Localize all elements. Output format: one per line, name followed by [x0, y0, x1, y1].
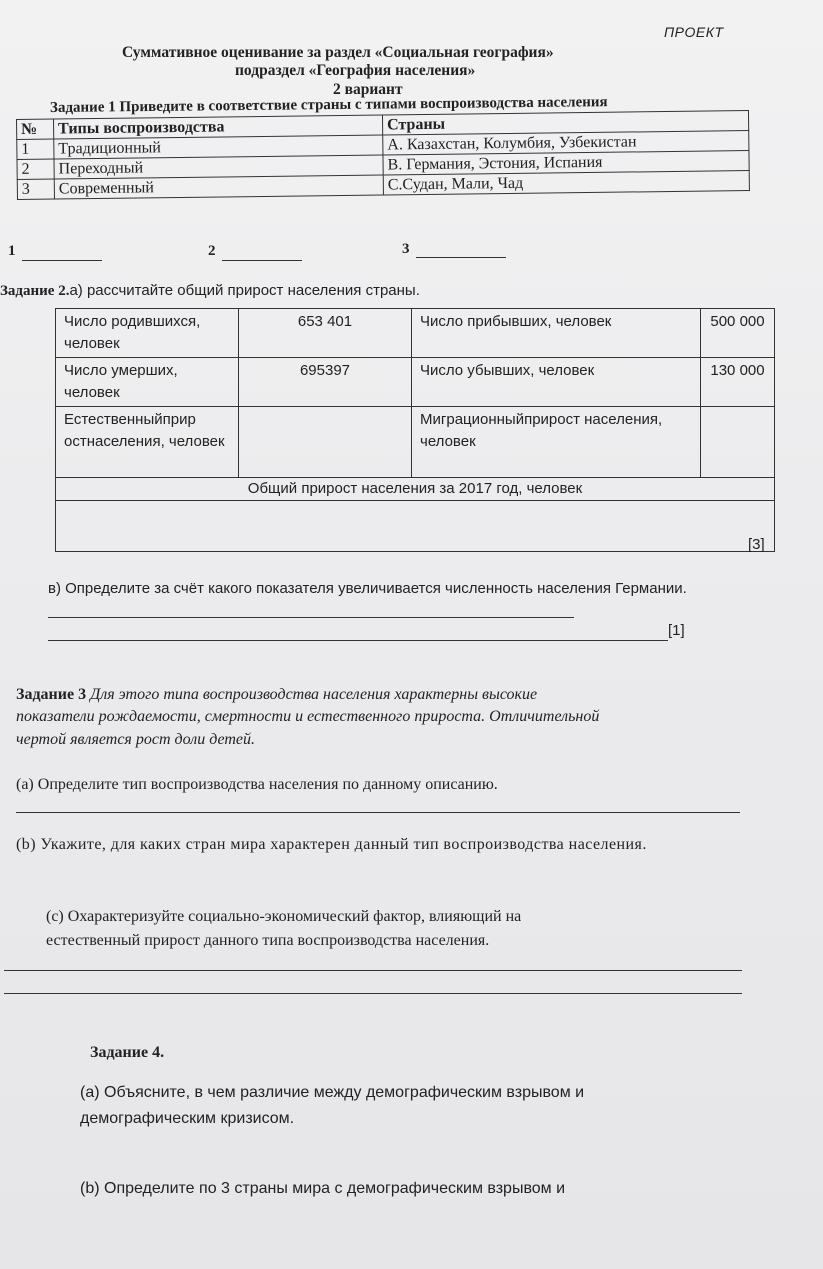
score-b: [1]: [668, 622, 685, 639]
answer-3-line[interactable]: [416, 257, 506, 258]
row-num: 1: [17, 139, 54, 159]
variant-label: 2 вариант: [333, 81, 403, 98]
row-countries: С.Судан, Мали, Чад: [383, 171, 749, 195]
task3-question-c-1: (с) Охарактеризуйте социально-экономический фактор, влияющий на: [46, 908, 522, 925]
task3-question-b: (b) Укажите, для каких стран мира характерен данный тип воспроизводства населения.: [16, 836, 647, 853]
task3-text-2: показатели рождаемости, смертности и естественного прироста. Отличительной: [16, 708, 600, 725]
task4-question-b: (b) Определите по 3 страны мира с демографическим взрывом и: [80, 1180, 566, 1197]
deaths-label: Число умерших, человек: [56, 358, 239, 407]
col-type-header: Типы воспроизводства: [54, 115, 383, 139]
task1-heading: Задание 1 Приведите в соответствие страны с типами воспроизводства населения: [49, 94, 608, 116]
task3-question-a: (а) Определите тип воспроизводства населения по данному описанию.: [16, 776, 498, 793]
task4-question-a-1: (а) Объясните, в чем различие между демографическим взрывом и: [80, 1084, 585, 1101]
arrivals-label: Число прибывших, человек: [412, 309, 701, 358]
table-row: [56, 501, 775, 552]
task2-table: [55, 308, 775, 552]
question-b: в) Определите за счёт какого показателя увеличивается численность населения Германии.: [48, 580, 687, 597]
table-row: [56, 309, 775, 358]
deaths-value: 695397: [239, 358, 412, 407]
departures-value: 130 000: [701, 358, 775, 407]
task3-label: Задание 3: [16, 686, 87, 703]
row-countries: В. Германия, Эстония, Испания: [383, 151, 749, 175]
col-num-header: №: [17, 119, 54, 139]
task3-text-3: чертой является рост доли детей.: [16, 731, 256, 748]
task1-table: [16, 110, 750, 200]
row-type: Традиционный: [54, 135, 383, 159]
task3-text-1: Для этого типа воспроизводства населения характерны высокие: [90, 686, 538, 703]
task3-question-c-2: естественный прирост данного типа воспроизводства населения.: [46, 932, 490, 949]
births-label: Число родившихся, человек: [56, 309, 239, 358]
task2-label: Задание 2.: [0, 283, 70, 299]
answer-b-line-2[interactable]: [48, 640, 668, 641]
row-type: Переходный: [54, 155, 383, 179]
total-label: Общий прирост населения за 2017 год, человек: [56, 478, 775, 501]
row-num: 3: [17, 179, 54, 199]
task3-line1: [16, 686, 537, 704]
row-type: Современный: [54, 175, 383, 199]
row-countries: А. Казахстан, Колумбия, Узбекистан: [383, 131, 749, 155]
col-countries-header: Страны: [382, 111, 748, 135]
migration-label: Миграционныйприрост населения, человек: [412, 407, 701, 478]
task2-text: а) рассчитайте общий прирост населения страны.: [69, 282, 420, 299]
table-row: [56, 407, 775, 478]
arrivals-value: 500 000: [701, 309, 775, 358]
natural-increase-input[interactable]: [239, 407, 412, 478]
task3-answer-a-line[interactable]: [16, 812, 740, 813]
answer-1-label: 1: [8, 243, 16, 259]
table-row: [56, 358, 775, 407]
row-num: 2: [17, 159, 54, 179]
task3-answer-c-line-1[interactable]: [4, 970, 742, 971]
migration-input[interactable]: [701, 407, 775, 478]
title-line1: Суммативное оценивание за раздел «Социальная география»: [122, 44, 554, 61]
answer-1-line[interactable]: [22, 260, 102, 261]
total-input[interactable]: [56, 501, 775, 552]
task2-heading: [0, 282, 420, 300]
natural-increase-label: Естественныйприр остнаселения, человек: [56, 407, 239, 478]
task4-question-a-2: демографическим кризисом.: [80, 1110, 295, 1127]
answer-b-line-1[interactable]: [48, 617, 574, 618]
project-stamp: ПРОЕКТ: [664, 24, 724, 40]
answer-3-label: 3: [402, 241, 410, 257]
title-line2: подраздел «География населения»: [235, 62, 476, 79]
task3-answer-c-line-2[interactable]: [4, 993, 742, 994]
table-row: [56, 478, 775, 501]
births-value: 653 401: [239, 309, 412, 358]
departures-label: Число убывших, человек: [412, 358, 701, 407]
score-a: [3]: [748, 536, 765, 553]
answer-2-line[interactable]: [222, 260, 302, 261]
task4-label: Задание 4.: [90, 1044, 165, 1061]
answer-2-label: 2: [208, 243, 216, 259]
